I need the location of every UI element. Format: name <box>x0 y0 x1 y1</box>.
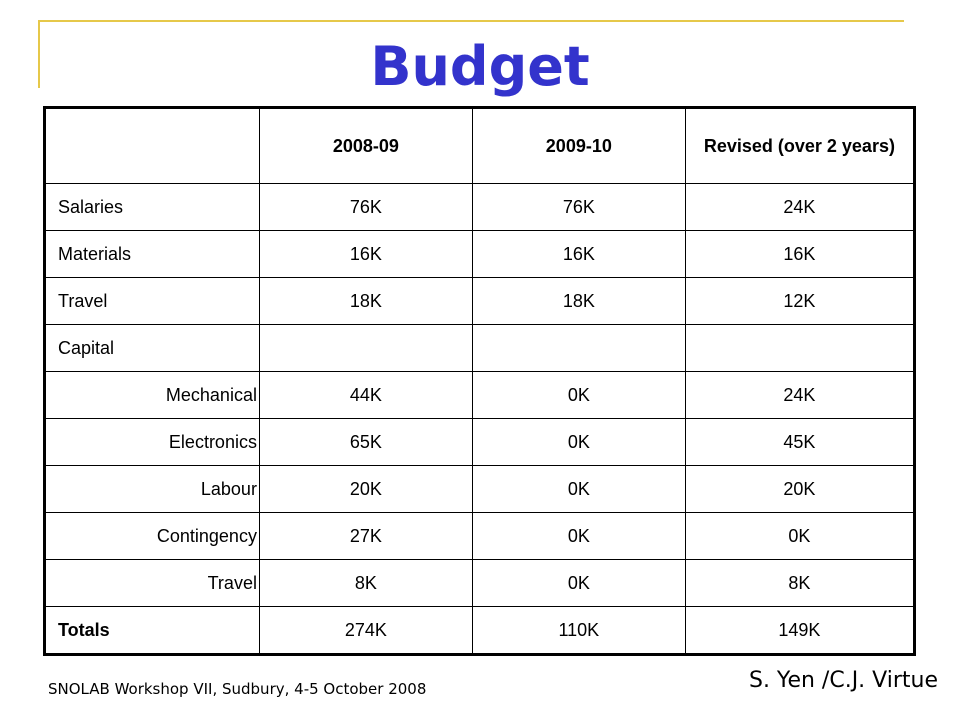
table-cell: 18K <box>472 278 685 325</box>
table-cell: 24K <box>685 372 914 419</box>
table-row <box>45 184 915 231</box>
total-cell: 149K <box>685 607 914 655</box>
table-row <box>45 419 915 466</box>
table-row <box>45 466 915 513</box>
table-cell: 16K <box>685 231 914 278</box>
table-cell: 16K <box>472 231 685 278</box>
table-cell: 8K <box>685 560 914 607</box>
table-cell: 45K <box>685 419 914 466</box>
table-cell: 8K <box>259 560 472 607</box>
table-cell: 0K <box>472 372 685 419</box>
row-label-materials: Materials <box>45 231 260 278</box>
header-cell-2009-10: 2009-10 <box>472 108 685 184</box>
table-cell: 20K <box>259 466 472 513</box>
table-row <box>45 325 915 372</box>
row-label-capital: Capital <box>45 325 260 372</box>
slide-title: Budget <box>370 35 590 98</box>
table-cell: 44K <box>259 372 472 419</box>
row-label-capital-travel: Travel <box>45 560 260 607</box>
table-cell: 20K <box>685 466 914 513</box>
row-label-travel: Travel <box>45 278 260 325</box>
table-cell: 24K <box>685 184 914 231</box>
table-cell: 18K <box>259 278 472 325</box>
table-cell <box>685 325 914 372</box>
table-cell: 12K <box>685 278 914 325</box>
table-row <box>45 513 915 560</box>
table-cell: 0K <box>472 466 685 513</box>
header-cell-revised: Revised (over 2 years) <box>685 108 914 184</box>
table-cell: 0K <box>472 560 685 607</box>
table-row <box>45 278 915 325</box>
table-cell: 16K <box>259 231 472 278</box>
table-cell: 65K <box>259 419 472 466</box>
table-cell <box>259 325 472 372</box>
table-cell: 76K <box>259 184 472 231</box>
header-cell-2008-09: 2008-09 <box>259 108 472 184</box>
row-label-labour: Labour <box>45 466 260 513</box>
total-cell: 110K <box>472 607 685 655</box>
frame-line-top <box>38 20 904 22</box>
table-cell: 76K <box>472 184 685 231</box>
table-row <box>45 231 915 278</box>
table-row <box>45 560 915 607</box>
budget-table <box>43 106 916 656</box>
row-label-totals: Totals <box>45 607 260 655</box>
footer-authors-text: S. Yen /C.J. Virtue <box>748 668 938 693</box>
table-row-totals <box>45 607 915 655</box>
table-header-row <box>45 108 915 184</box>
table-cell: 27K <box>259 513 472 560</box>
table-row <box>45 372 915 419</box>
header-cell-empty <box>45 108 260 184</box>
table-cell <box>472 325 685 372</box>
row-label-contingency: Contingency <box>45 513 260 560</box>
row-label-mechanical: Mechanical <box>45 372 260 419</box>
table-cell: 0K <box>472 419 685 466</box>
total-cell: 274K <box>259 607 472 655</box>
table-cell: 0K <box>472 513 685 560</box>
row-label-electronics: Electronics <box>45 419 260 466</box>
footer-event-text: SNOLAB Workshop VII, Sudbury, 4-5 October 2008 <box>48 680 427 698</box>
table-cell: 0K <box>685 513 914 560</box>
row-label-salaries: Salaries <box>45 184 260 231</box>
